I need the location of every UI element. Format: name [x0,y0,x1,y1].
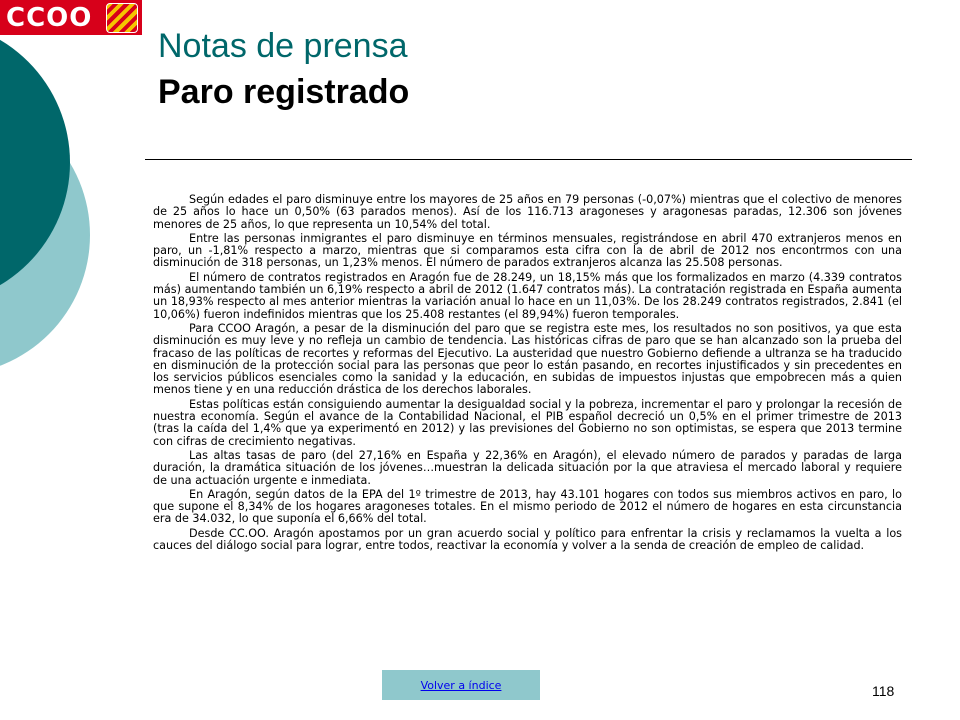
logo-text: CCOO [6,2,93,33]
press-release-body [153,194,902,554]
aragon-flag-icon [106,3,138,33]
paragraph: Desde CC.OO. Aragón apostamos por un gran acuerdo social y político para enfrentar la crisis y reclamamos la vuelta a los cauces del diálogo social para lograr, entre todos, reactivar la economía y volver a la senda de creación de empleo de calidad. [153,526,902,553]
ccoo-logo [0,0,142,35]
paragraph: Según edades el paro disminuye entre los mayores de 25 años en 79 personas (-0,07%) mientras que el colectivo de menores de 25 años lo hace un 0,50% (63 parados menos). Así de los 116.713 aragoneses y aragonesas paradas, 12.306 son jóvenes menores de 25 años, lo que representa un 10,54% del total. [153,193,902,231]
title-divider [145,159,912,160]
page-title: Notas de prensa [158,27,408,65]
page-subtitle: Paro registrado [158,73,410,111]
page-number: 118 [872,683,895,699]
paragraph: Las altas tasas de paro (del 27,16% en España y 22,36% en Aragón), el elevado número de parados y paradas de larga duración, la dramática situación de los jóvenes…muestran la delicada situación por la que atraviesa el mercado laboral y requiere de una actuación urgente e inmediata. [153,448,902,487]
back-to-index-link[interactable]: Volver a índice [382,670,540,700]
paragraph: El número de contratos registrados en Aragón fue de 28.249, un 18,15% más que los formalizados en marzo (4.339 contratos más) aumentando también un 6,19% respecto a abril de 2012 (1.647 contratos más). La contratación registrada en España aumenta un 18,93% respecto al mes anterior mientras la variación anual lo hace en un 11,03%. De los 28.249 contratos registrados, 2.841 (el 10,06%) fueron indefinidos mientras que los 25.408 restantes (el 89,94%) fueron temporales. [153,270,902,321]
paragraph: Entre las personas inmigrantes el paro disminuye en términos mensuales, registrándose en abril 470 extranjeros menos en paro, un -1,81% respecto a marzo, mientras que si comparamos esta cifra con la de abril de 2012 nos encontrmos con una disminución de 318 personas, un 1,23% menos. El número de parados extranjeros alcanza las 25.508 personas. [153,231,902,270]
paragraph: Estas políticas están consiguiendo aumentar la desigualdad social y la pobreza, incrementar el paro y prolongar la recesión de nuestra economía. Según el avance de la Contabilidad Nacional, el PIB español decreció un 0,5% en el primer trimestre de 2013 (tras la caída del 1,4% que ya experimentó en 2012) y las previsiones del Gobierno no son optimistas, se espera que 2013 termine con cifras de crecimiento negativas. [153,397,902,448]
paragraph: En Aragón, según datos de la EPA del 1º trimestre de 2013, hay 43.101 hogares con todos sus miembros activos en paro, lo que supone el 8,34% de los hogares aragoneses totales. En el mismo periodo de 2012 el número de hogares en esta circunstancia era de 34.032, lo que suponía el 6,66% del total. [153,487,902,526]
paragraph: Para CCOO Aragón, a pesar de la disminución del paro que se registra este mes, los resultados no son positivos, ya que esta disminución es muy leve y no refleja un cambio de tendencia. Las históricas cifras de paro que se han alcanzado son la prueba del fracaso de las políticas de recortes y reformas del Ejecutivo. La austeridad que nuestro Gobierno defiende a ultranza se ha traducido en disminución de la protección social para las personas que peor lo están pasando, en recortes injustificados y sin precedentes en los servicios públicos esenciales como la sanidad y la educación, en subidas de impuestos injustas que empobrecen más a quien menos tiene y en una reducción drástica de los derechos laborales. [153,321,902,397]
